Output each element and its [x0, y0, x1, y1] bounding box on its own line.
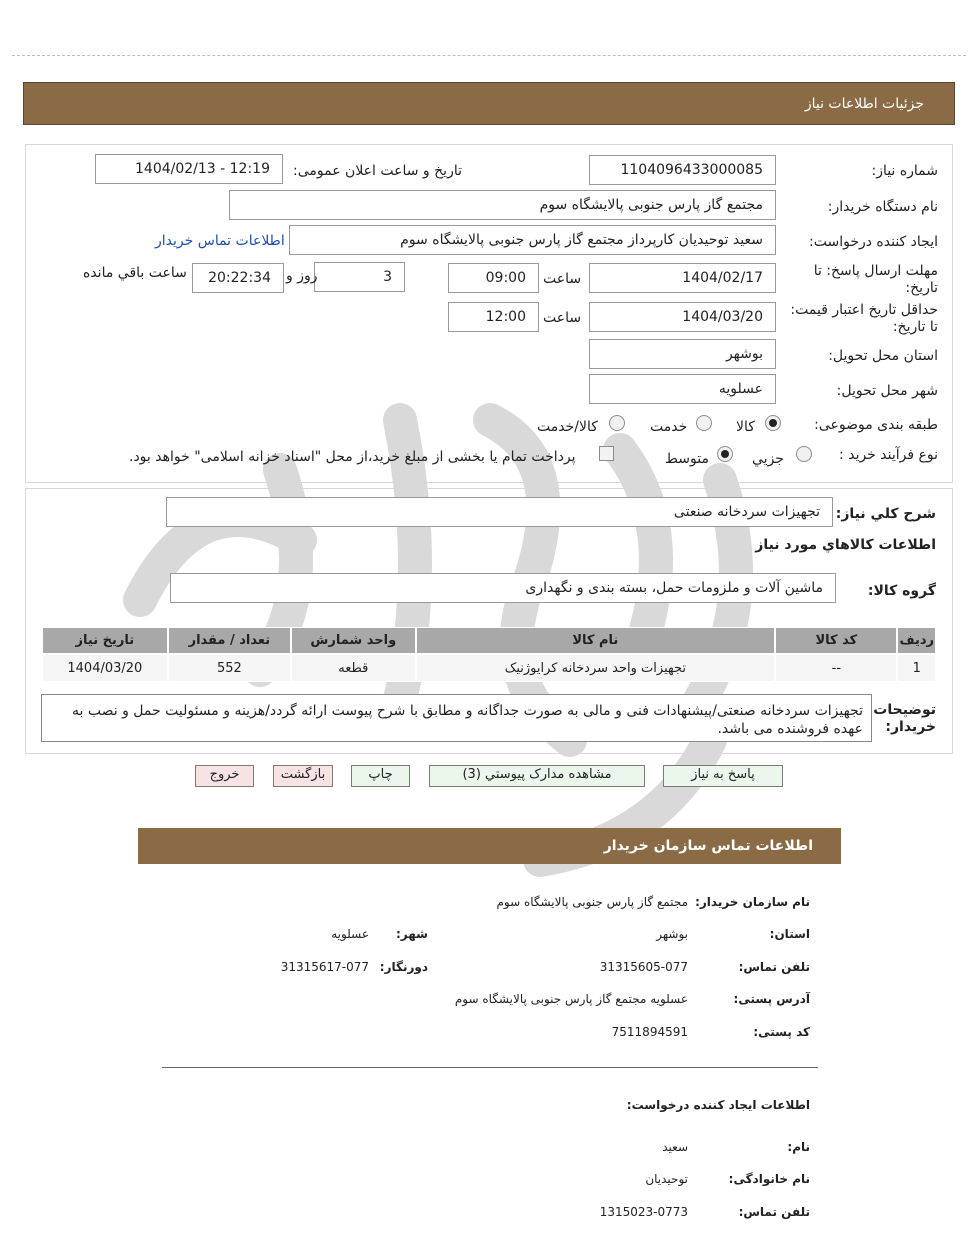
remaining-label: ساعت باقي مانده: [83, 265, 187, 281]
reply-button[interactable]: پاسخ به نياز: [663, 765, 783, 787]
buyer-contact-link[interactable]: اطلاعات تماس خریدار: [155, 233, 285, 249]
cell-unit: قطعه: [291, 654, 415, 682]
contact-fax-value: 31315617-077: [280, 960, 369, 974]
top-dashed-line: [12, 55, 966, 56]
col-unit: واحد شمارش: [291, 627, 415, 654]
page-header: [23, 82, 955, 125]
cell-name: تجهیزات واحد سردخانه کرایوژنیک: [416, 654, 776, 682]
process-radio-medium[interactable]: [717, 446, 733, 462]
col-code: کد کالا: [775, 627, 897, 654]
goods-table: [42, 627, 936, 682]
category-option-goods-service: کالا/خدمت: [537, 419, 598, 435]
summary-field: تجهیزات سردخانه صنعتی: [166, 497, 833, 527]
contact-province-label: استان:: [769, 927, 810, 941]
category-radio-service[interactable]: [696, 415, 712, 431]
treasury-checkbox[interactable]: [599, 446, 614, 461]
contact-section-header: [138, 828, 841, 864]
validity-label: حداقل تاریخ اعتبار قیمت: تا تاریخ:: [790, 302, 938, 335]
city-field: عسلویه: [589, 374, 776, 404]
deadline-time-field: 09:00: [448, 263, 539, 293]
creator-first-name-label: نام:: [787, 1140, 810, 1154]
category-option-goods: کالا: [736, 419, 755, 435]
contact-city-label: شهر:: [396, 927, 428, 941]
deadline-days-field: 3: [314, 262, 405, 292]
notes-field: تجهیزات سردخانه صنعتی/پیشنهادات فنی و مالی به صورت جداگانه و مطابق با شرح پیوست ارائه گردد/هزینه و مسئولیت حمل و نصب به عهده فروشنده می باشد.: [41, 694, 872, 742]
contact-fax-label: دورنگار:: [379, 960, 428, 974]
contact-phone-label: تلفن تماس:: [738, 960, 810, 974]
validity-time-label: ساعت: [543, 310, 582, 326]
col-name: نام کالا: [416, 627, 776, 654]
province-label: استان محل تحویل:: [828, 348, 938, 364]
cell-qty: 552: [168, 654, 291, 682]
contact-address-value: عسلویه مجتمع گاز پارس جنوبی پالایشگاه سوم: [454, 992, 688, 1006]
exit-button[interactable]: خروج: [195, 765, 254, 787]
announce-label: تاریخ و ساعت اعلان عمومی:: [293, 163, 462, 179]
buyer-org-label: نام دستگاه خریدار:: [827, 199, 938, 215]
contact-province-value: بوشهر: [656, 927, 688, 941]
cell-date: 1404/03/20: [42, 654, 168, 682]
contact-postal-value: 7511894591: [611, 1025, 688, 1039]
page-title: جزئیات اطلاعات نیاز: [804, 95, 924, 112]
days-label: روز و: [286, 268, 318, 284]
notes-label: توضیحات خریدار:: [873, 702, 936, 735]
province-field: بوشهر: [589, 339, 776, 369]
back-button[interactable]: بازگشت: [273, 765, 333, 787]
need-number-label: شماره نیاز:: [871, 163, 938, 179]
category-label: طبقه بندی موضوعی:: [814, 417, 938, 433]
contact-section-title: اطلاعات تماس سازمان خریدار: [603, 838, 813, 854]
goods-group-field: ماشین آلات و ملزومات حمل، بسته بندی و نگهداری: [170, 573, 836, 603]
creator-section-title: اطلاعات ایجاد کننده درخواست:: [626, 1098, 810, 1112]
creator-last-name-value: توحیدیان: [645, 1172, 688, 1186]
process-option-minor: جزيي: [752, 451, 784, 467]
contact-divider: [162, 1067, 818, 1068]
print-button[interactable]: چاپ: [351, 765, 410, 787]
validity-time-field: 12:00: [448, 302, 539, 332]
contact-org-value: مجتمع گاز پارس جنوبی پالایشگاه سوم: [496, 895, 688, 909]
summary-label: شرح كلي نياز:: [835, 506, 936, 522]
creator-phone-label: تلفن تماس:: [738, 1205, 810, 1219]
contact-postal-label: کد پستی:: [753, 1025, 810, 1039]
col-qty: تعداد / مقدار: [168, 627, 291, 654]
contact-address-label: آدرس پستی:: [733, 992, 810, 1006]
goods-group-label: گروه کالا:: [867, 583, 936, 599]
announce-field: 1404/02/13 - 12:19: [95, 154, 283, 184]
contact-phone-value: 31315605-077: [599, 960, 688, 974]
category-radio-goods[interactable]: [765, 415, 781, 431]
creator-first-name-value: سعید: [662, 1140, 688, 1154]
need-number-field: 1104096433000085: [589, 155, 776, 185]
cell-row: 1: [897, 654, 936, 682]
goods-section-title: اطلاعات كالاهاي مورد نياز: [755, 537, 936, 553]
col-date: تاریخ نیاز: [42, 627, 168, 654]
deadline-date-field: 1404/02/17: [589, 263, 776, 293]
contact-org-label: نام سازمان خریدار:: [695, 895, 810, 909]
process-radio-minor[interactable]: [796, 446, 812, 462]
requester-field: سعید توحیدیان کارپرداز مجتمع گاز پارس جنوبی پالایشگاه سوم: [289, 225, 776, 255]
table-row: [42, 654, 936, 682]
table-header-row: [42, 627, 936, 654]
cell-code: --: [775, 654, 897, 682]
requester-label: ایجاد کننده درخواست:: [809, 234, 938, 250]
treasury-label: پرداخت تمام يا بخشی از مبلغ خرید،از محل "اسناد خزانه اسلامی" خواهد بود.: [129, 449, 576, 465]
process-option-medium: متوسط: [665, 451, 709, 467]
creator-last-name-label: نام خانوادگی:: [728, 1172, 810, 1186]
creator-phone-value: 1315023-0773: [599, 1205, 688, 1219]
col-row: ردیف: [897, 627, 936, 654]
validity-date-field: 1404/03/20: [589, 302, 776, 332]
category-radio-goods-service[interactable]: [609, 415, 625, 431]
deadline-time-label: ساعت: [543, 271, 582, 287]
view-documents-button[interactable]: مشاهده مدارک پيوستي (3): [429, 765, 645, 787]
process-label: نوع فرآیند خرید :: [839, 447, 938, 463]
deadline-label: مهلت ارسال پاسخ: تا تاریخ:: [813, 263, 938, 296]
city-label: شهر محل تحویل:: [836, 383, 938, 399]
buyer-org-field: مجتمع گاز پارس جنوبی پالایشگاه سوم: [229, 190, 776, 220]
remaining-time-field: 20:22:34: [192, 263, 284, 293]
contact-city-value: عسلویه: [331, 927, 369, 941]
category-option-service: خدمت: [650, 419, 688, 435]
